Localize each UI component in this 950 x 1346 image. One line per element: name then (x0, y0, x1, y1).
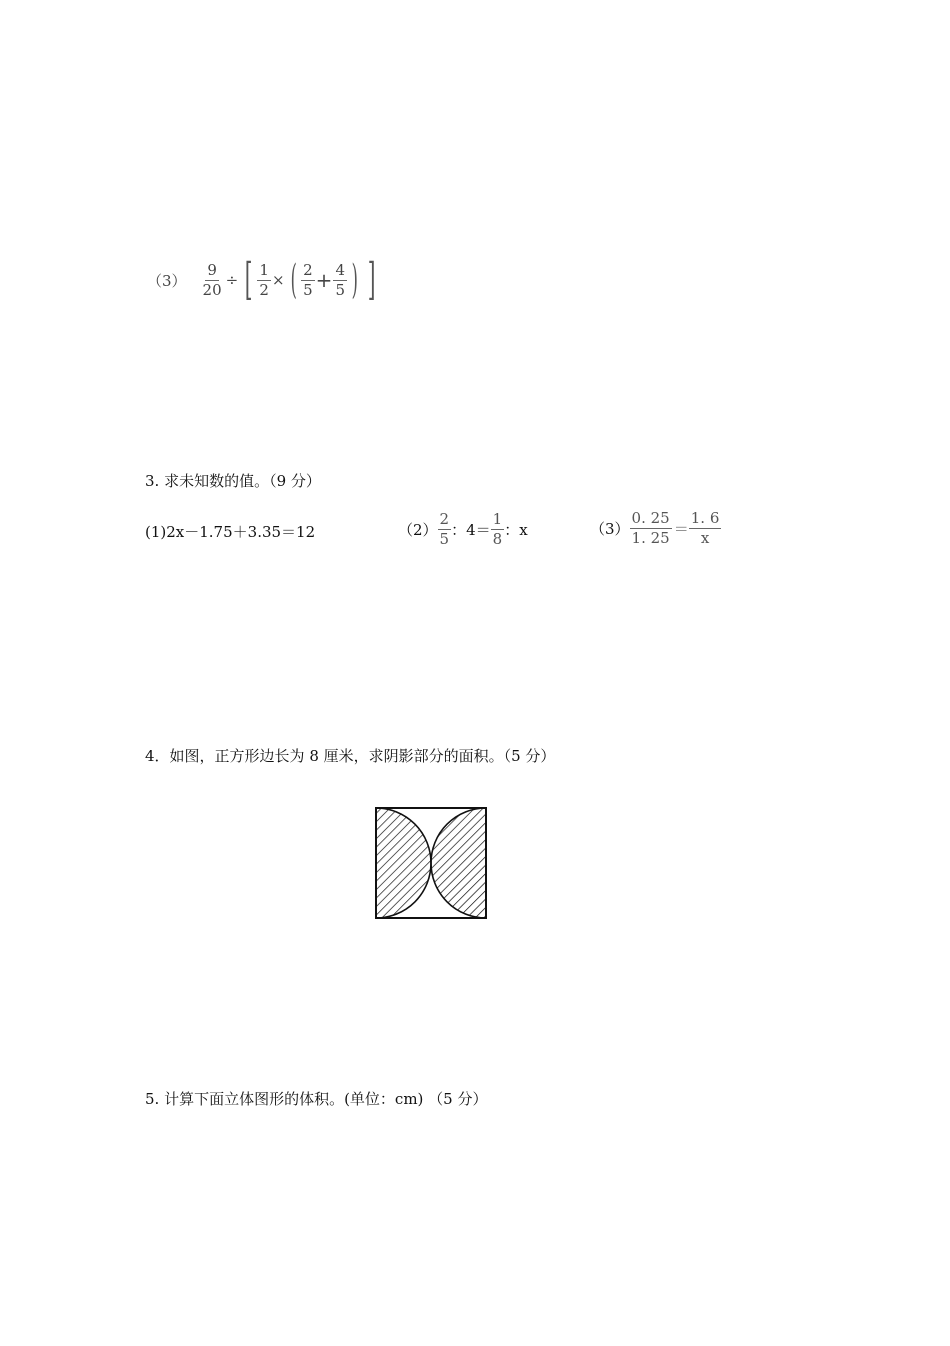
fraction-1-8 (491, 512, 505, 547)
right-paren: ) (351, 257, 358, 303)
fraction-numerator: 1 (492, 510, 503, 528)
left-bracket: [ (244, 254, 253, 305)
fraction-2-5 (301, 260, 315, 299)
fraction-numerator: 1 (259, 260, 269, 279)
q3-part1: (1)2x－1.75＋3.35＝12 (145, 523, 316, 541)
right-bracket: ] (367, 254, 376, 305)
fraction-denominator: 8 (492, 530, 503, 548)
fraction-2-5 (438, 512, 452, 547)
plus-sign: + (315, 268, 333, 292)
fraction-denominator: 20 (202, 280, 222, 299)
fraction-denominator: 5 (303, 280, 313, 299)
fraction-numerator: 4 (335, 260, 345, 279)
q2-part3-expression (147, 254, 380, 305)
fraction-4-5 (333, 260, 347, 299)
q3-part3-label: （3） (590, 520, 630, 538)
fraction-numerator: 1. 6 (690, 509, 720, 527)
q3-part3 (590, 511, 721, 546)
fraction-denominator: 5 (335, 280, 345, 299)
q2-part3-label: （3） (147, 271, 187, 290)
q3-heading: 3. 求未知数的值。（9 分） (145, 472, 321, 490)
q3-part2 (398, 512, 528, 547)
divide-sign: ÷ (225, 271, 239, 289)
left-shaded-semicircle (376, 808, 431, 918)
fraction-1-2 (257, 260, 271, 299)
q5-heading: 5. 计算下面立体图形的体积。(单位：cm) （5 分） (145, 1090, 488, 1108)
right-shaded-semicircle (431, 808, 486, 918)
fraction-16-x (689, 511, 722, 546)
ratio-equals: ：4＝ (451, 521, 491, 539)
fraction-025-125 (630, 511, 672, 546)
equals-sign: ＝ (673, 520, 689, 538)
ratio-x: ：x (504, 521, 528, 539)
fraction-numerator: 2 (439, 510, 450, 528)
left-paren: ( (290, 257, 297, 303)
fraction-denominator: 5 (439, 530, 450, 548)
fraction-numerator: 9 (207, 260, 217, 279)
times-sign: × (271, 271, 285, 289)
fraction-numerator: 2 (303, 260, 313, 279)
fraction-denominator: 2 (259, 280, 269, 299)
q3-part2-label: （2） (398, 521, 438, 539)
shaded-square-figure (370, 802, 494, 926)
fraction-denominator: 1. 25 (631, 529, 670, 547)
q4-heading: 4．如图，正方形边长为 8 厘米，求阴影部分的面积。（5 分） (145, 747, 556, 765)
fraction-denominator: x (700, 529, 710, 547)
fraction-numerator: 0. 25 (631, 509, 670, 527)
fraction-9-20 (201, 260, 224, 299)
